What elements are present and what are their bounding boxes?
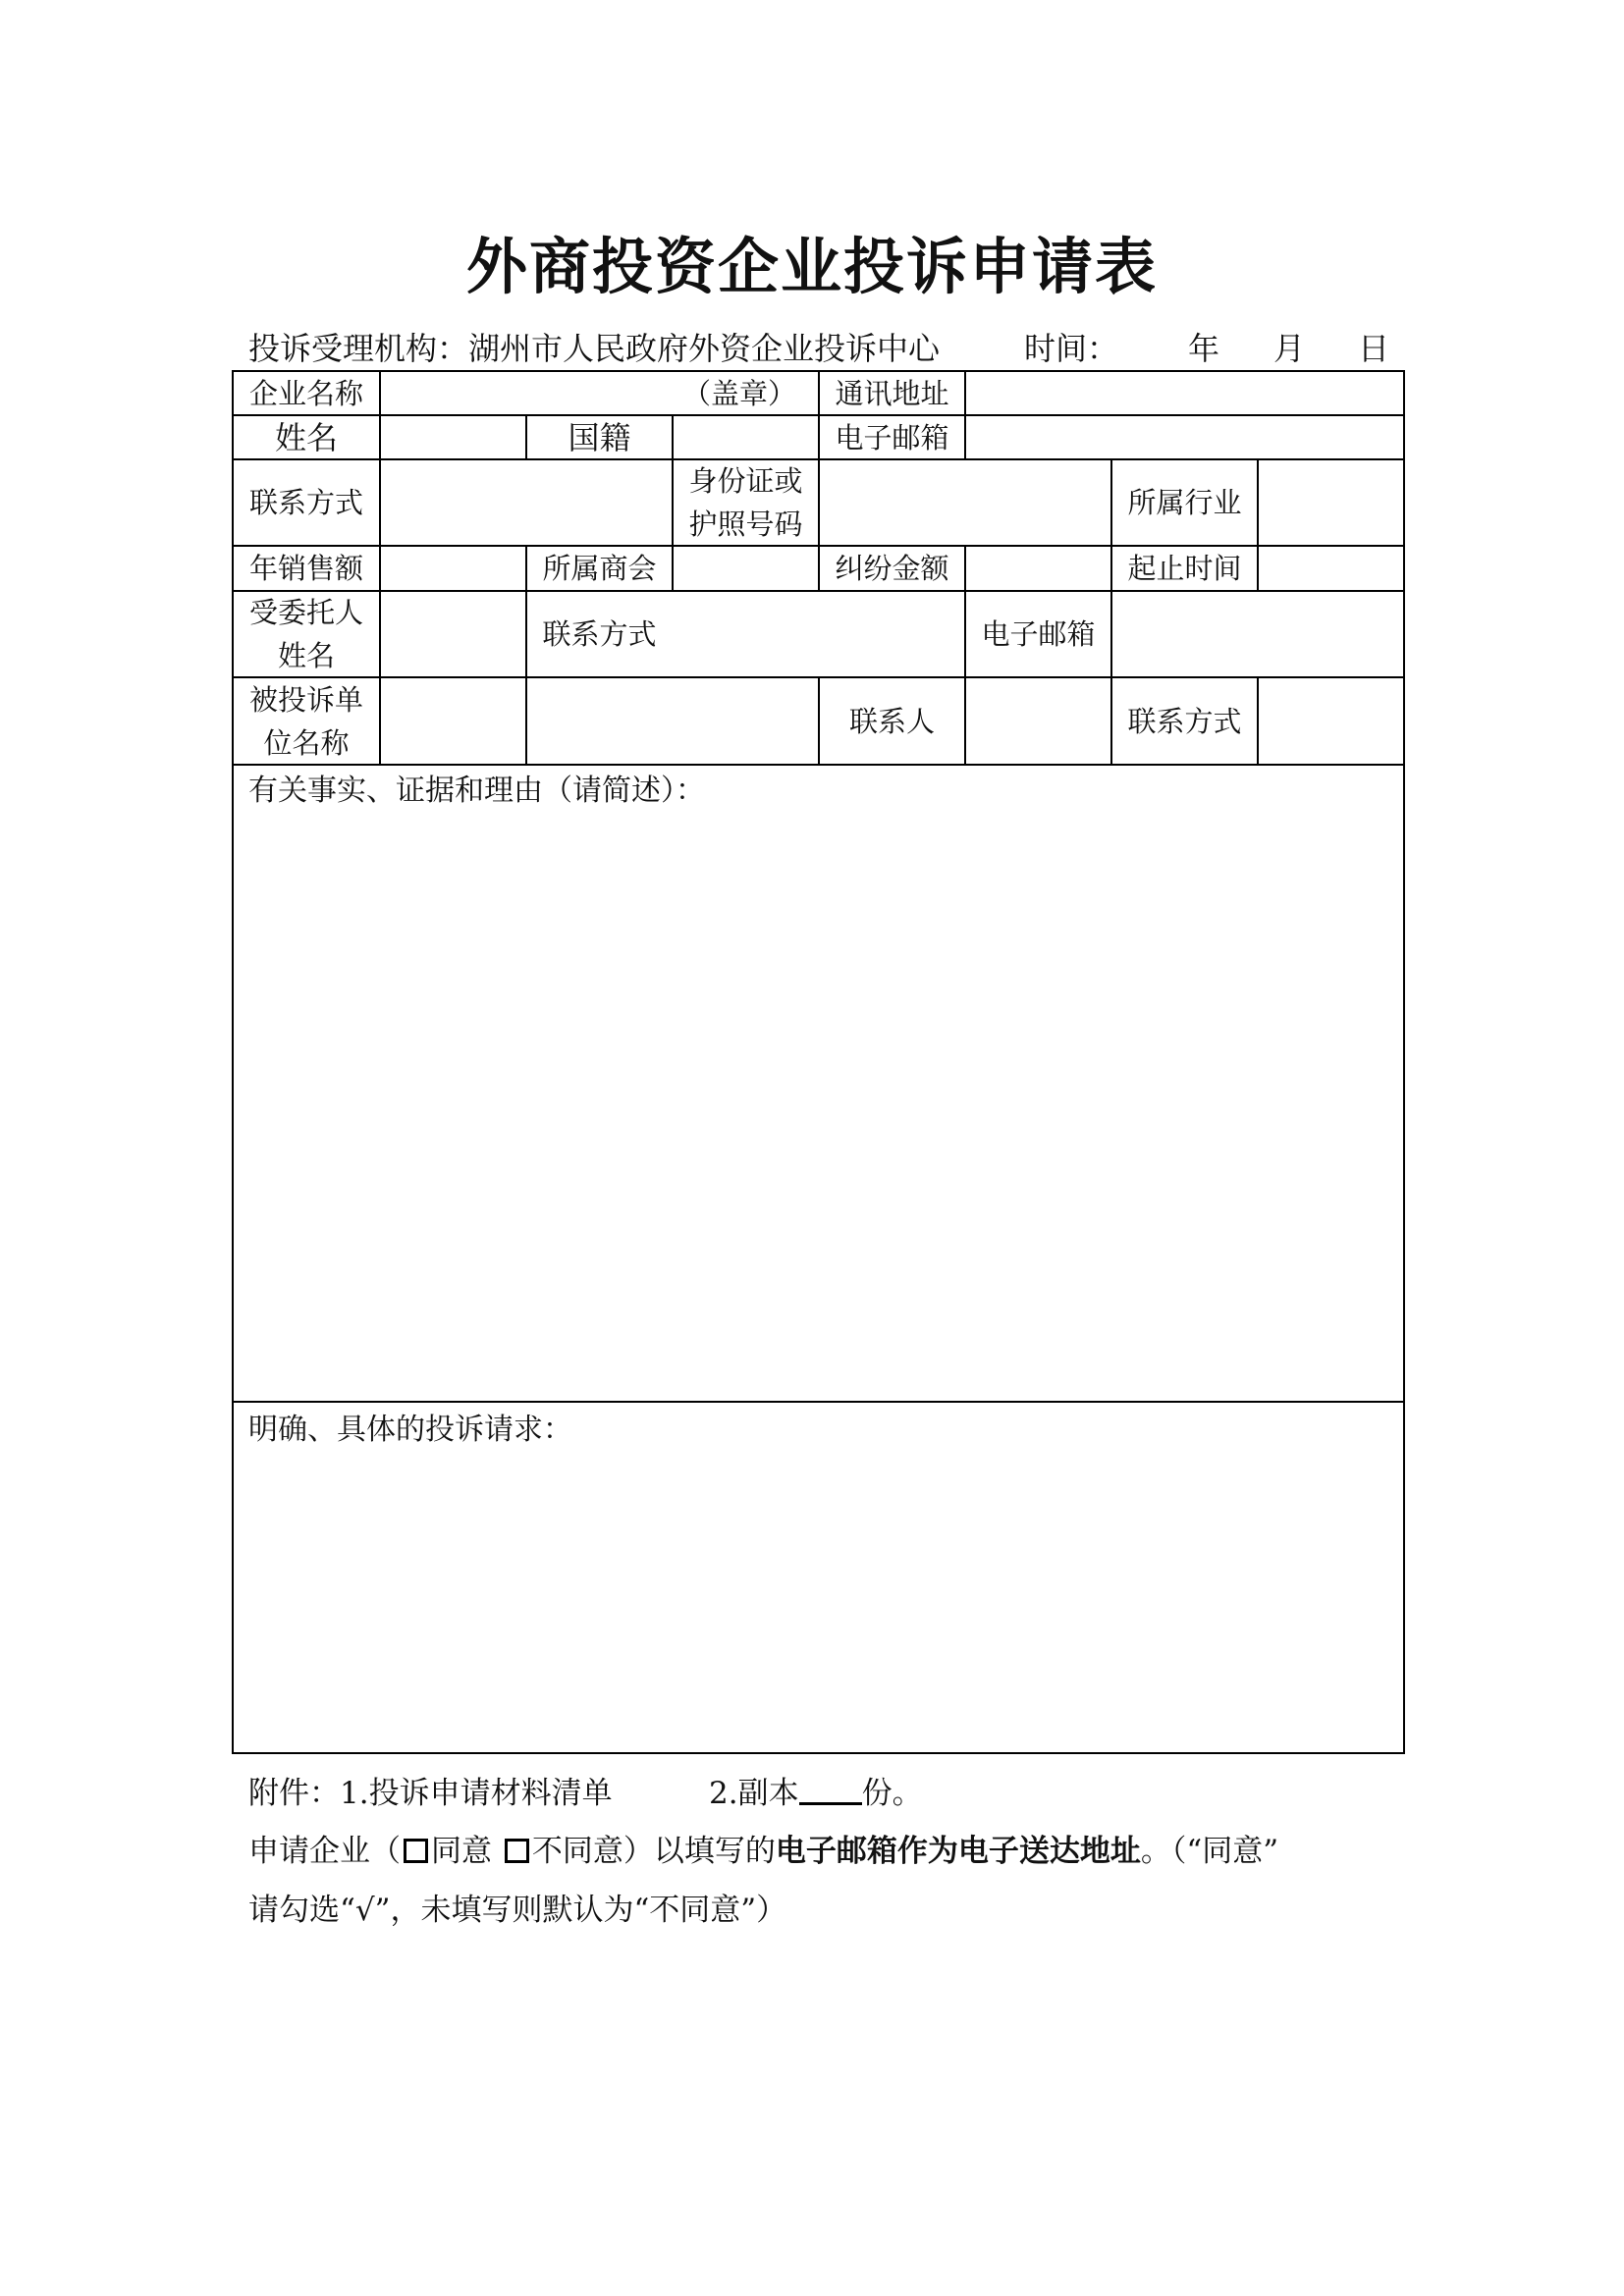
chamber-field[interactable]: [674, 547, 818, 590]
id-passport-field[interactable]: [820, 460, 1110, 545]
request-label: 明确、具体的投诉请求：: [248, 1413, 572, 1447]
consent-suffix: 。（“同意”: [1140, 1834, 1279, 1869]
id-label-line2: 护照号码: [688, 507, 803, 541]
industry-label: 所属行业: [1127, 486, 1242, 519]
time-label: 时间：: [1024, 330, 1119, 367]
company-name-label: 企业名称: [248, 376, 363, 410]
consent-line-1: [248, 1828, 1278, 1875]
nationality-label: 国籍: [568, 418, 631, 456]
name-field[interactable]: [381, 416, 525, 458]
contact-field[interactable]: [381, 460, 672, 545]
dispute-amount-label: 纠纷金额: [835, 552, 949, 585]
agent-label-line1: 受委托人: [248, 596, 363, 629]
table-border: [1403, 370, 1405, 1754]
dispute-amount-field[interactable]: [966, 547, 1110, 590]
disagree-checkbox[interactable]: [505, 1839, 529, 1863]
respondent-person-field[interactable]: [966, 678, 1110, 764]
attachment-item-2: [709, 1770, 923, 1817]
seal-label: （盖章）: [681, 376, 796, 410]
respondent-name-field[interactable]: [381, 678, 818, 764]
address-label: 通讯地址: [835, 376, 949, 410]
respondent-contact-label: 联系方式: [1127, 704, 1242, 738]
day-label: 日: [1358, 330, 1390, 367]
consent-prefix: 申请企业（: [248, 1834, 401, 1869]
email-field[interactable]: [966, 416, 1403, 458]
company-name-field[interactable]: [381, 372, 818, 414]
period-label: 起止时间: [1127, 552, 1242, 585]
consent-bold-text: 电子邮箱作为电子送达地址: [775, 1834, 1141, 1869]
request-textarea[interactable]: [234, 1403, 1403, 1752]
table-border: [232, 1752, 1404, 1754]
name-label: 姓名: [274, 418, 338, 456]
facts-textarea[interactable]: [234, 766, 1403, 1401]
period-field[interactable]: [1259, 547, 1403, 590]
agent-contact-label: 联系方式: [542, 617, 657, 651]
agent-contact-field[interactable]: [674, 592, 964, 676]
month-label: 月: [1273, 330, 1306, 367]
contact-label: 联系方式: [248, 486, 363, 519]
form-title: 外商投资企业投诉申请表: [465, 231, 1158, 302]
agency-line: 投诉受理机构：湖州市人民政府外资企业投诉中心: [248, 330, 941, 367]
agree-label: 同意: [431, 1834, 492, 1869]
email-label: 电子邮箱: [835, 420, 949, 454]
respondent-contact-field[interactable]: [1259, 678, 1403, 764]
year-label: 年: [1188, 330, 1220, 367]
chamber-label: 所属商会: [542, 552, 657, 585]
id-passport-label: [674, 460, 818, 545]
annual-sales-field[interactable]: [381, 547, 525, 590]
copies-blank[interactable]: [799, 1775, 862, 1805]
respondent-label-line2: 位名称: [263, 725, 350, 760]
disagree-label: 不同意）以填写的: [531, 1834, 776, 1869]
agent-email-field[interactable]: [1112, 592, 1403, 676]
agent-email-label: 电子邮箱: [981, 617, 1096, 651]
facts-label: 有关事实、证据和理由（请简述）：: [248, 774, 705, 808]
nationality-field[interactable]: [674, 416, 818, 458]
attachment-2-text: 2.副本: [709, 1776, 799, 1811]
id-label-line1: 身份证或: [688, 464, 803, 498]
attachment-item-1: 附件：1.投诉申请材料清单: [248, 1776, 613, 1811]
agree-checkbox[interactable]: [404, 1839, 428, 1863]
attachment-2-suffix: 份。: [861, 1776, 923, 1811]
annual-sales-label: 年销售额: [248, 552, 363, 585]
respondent-label-line1: 被投诉单: [248, 682, 363, 717]
agent-name-label: [234, 592, 379, 676]
agent-label-line2: 姓名: [277, 639, 335, 672]
industry-field[interactable]: [1259, 460, 1403, 545]
agent-name-field[interactable]: [381, 592, 525, 676]
respondent-name-label: [234, 678, 379, 764]
respondent-person-label: 联系人: [848, 704, 935, 738]
address-field[interactable]: [966, 372, 1403, 414]
consent-line-2: 请勾选“√”，未填写则默认为“不同意”）: [248, 1893, 787, 1928]
